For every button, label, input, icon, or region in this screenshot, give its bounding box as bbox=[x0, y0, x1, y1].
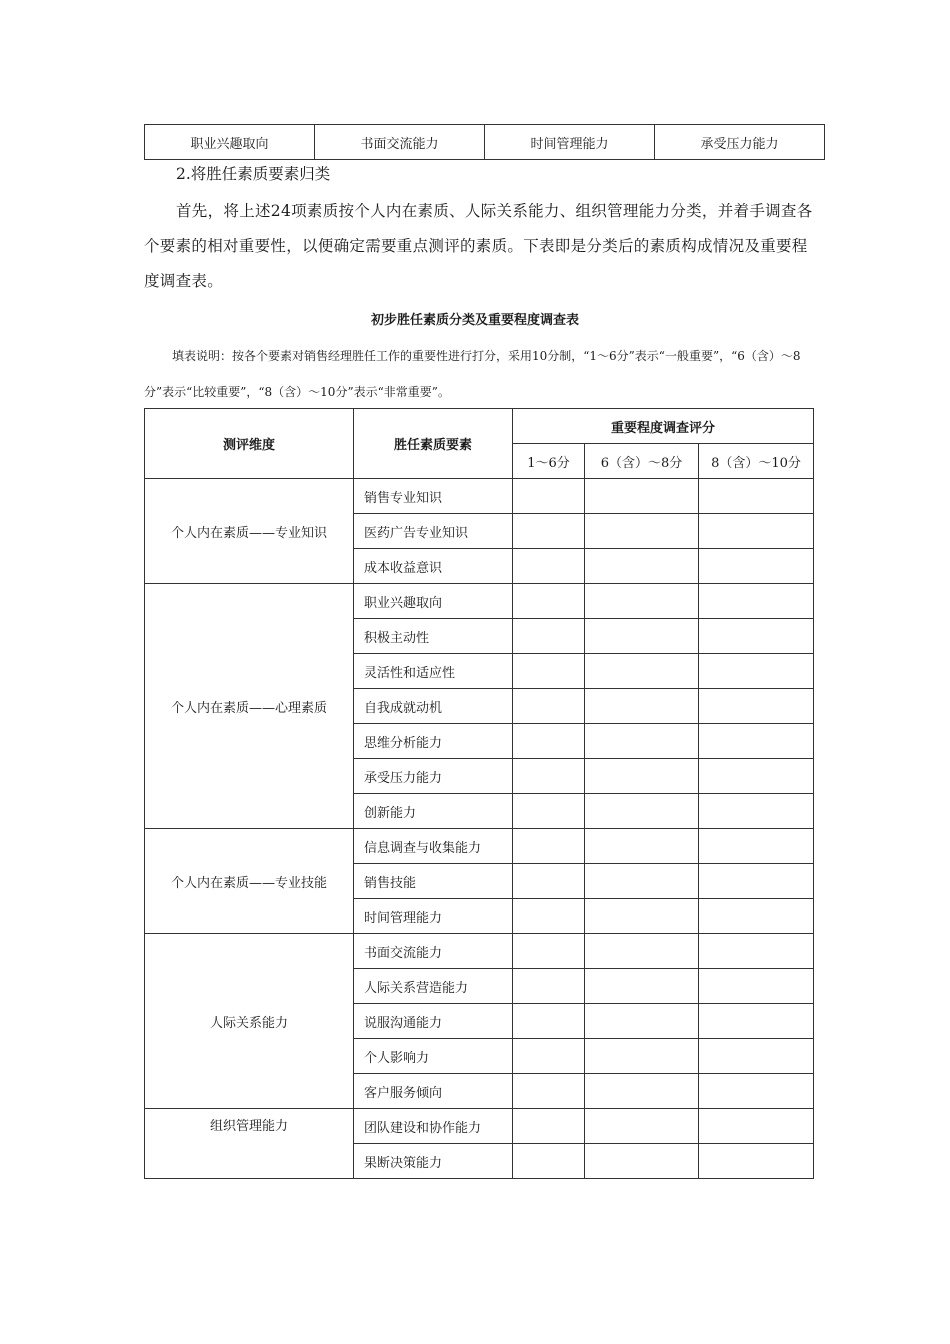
score-input-cell[interactable] bbox=[699, 899, 814, 934]
table-cell: 书面交流能力 bbox=[315, 125, 485, 160]
score-input-cell[interactable] bbox=[513, 829, 585, 864]
score-input-cell[interactable] bbox=[513, 1144, 585, 1179]
score-input-cell[interactable] bbox=[585, 689, 699, 724]
table-row bbox=[145, 829, 814, 864]
top-continuation-table bbox=[144, 124, 825, 160]
table-row bbox=[145, 584, 814, 619]
score-input-cell[interactable] bbox=[699, 549, 814, 584]
table-cell: 职业兴趣取向 bbox=[145, 125, 315, 160]
score-input-cell[interactable] bbox=[699, 1144, 814, 1179]
table-row bbox=[145, 125, 825, 160]
dimension-cell: 个人内在素质——心理素质 bbox=[145, 584, 354, 829]
score-input-cell[interactable] bbox=[699, 654, 814, 689]
score-input-cell[interactable] bbox=[585, 549, 699, 584]
element-cell: 信息调查与收集能力 bbox=[354, 829, 513, 864]
score-input-cell[interactable] bbox=[513, 1004, 585, 1039]
score-input-cell[interactable] bbox=[513, 479, 585, 514]
element-cell: 个人影响力 bbox=[354, 1039, 513, 1074]
score-input-cell[interactable] bbox=[699, 514, 814, 549]
survey-body bbox=[145, 479, 814, 1179]
score-input-cell[interactable] bbox=[585, 1039, 699, 1074]
element-cell: 成本收益意识 bbox=[354, 549, 513, 584]
score-input-cell[interactable] bbox=[699, 1039, 814, 1074]
header-dimension: 测评维度 bbox=[145, 409, 354, 479]
table-cell: 承受压力能力 bbox=[655, 125, 825, 160]
element-cell: 团队建设和协作能力 bbox=[354, 1109, 513, 1144]
survey-table bbox=[144, 408, 814, 1179]
score-input-cell[interactable] bbox=[699, 794, 814, 829]
score-input-cell[interactable] bbox=[585, 1004, 699, 1039]
element-cell: 积极主动性 bbox=[354, 619, 513, 654]
score-input-cell[interactable] bbox=[699, 969, 814, 1004]
dimension-cell: 组织管理能力 bbox=[145, 1109, 354, 1179]
element-cell: 客户服务倾向 bbox=[354, 1074, 513, 1109]
table-title: 初步胜任素质分类及重要程度调查表 bbox=[370, 313, 579, 328]
header-score-col: 8（含）～10分 bbox=[699, 444, 814, 479]
section-heading: 2.将胜任素质要素归类 bbox=[176, 165, 331, 183]
table-row bbox=[145, 1109, 814, 1144]
element-cell: 医药广告专业知识 bbox=[354, 514, 513, 549]
table-row bbox=[145, 934, 814, 969]
score-input-cell[interactable] bbox=[513, 759, 585, 794]
fill-instructions: 填表说明：按各个要素对销售经理胜任工作的重要性进行打分，采用10分制，“1～6分”表示“一般重要”，“6（含）～8分”表示“比较重要”，“8（含）～10分”表示“非常重要”。 bbox=[144, 349, 801, 399]
score-input-cell[interactable] bbox=[513, 514, 585, 549]
score-input-cell[interactable] bbox=[513, 1039, 585, 1074]
score-input-cell[interactable] bbox=[585, 619, 699, 654]
element-cell: 销售技能 bbox=[354, 864, 513, 899]
element-cell: 说服沟通能力 bbox=[354, 1004, 513, 1039]
score-input-cell[interactable] bbox=[513, 934, 585, 969]
score-input-cell[interactable] bbox=[699, 1074, 814, 1109]
score-input-cell[interactable] bbox=[585, 479, 699, 514]
score-input-cell[interactable] bbox=[513, 689, 585, 724]
element-cell: 书面交流能力 bbox=[354, 934, 513, 969]
score-input-cell[interactable] bbox=[585, 514, 699, 549]
score-input-cell[interactable] bbox=[699, 724, 814, 759]
element-cell: 承受压力能力 bbox=[354, 759, 513, 794]
element-cell: 人际关系营造能力 bbox=[354, 969, 513, 1004]
score-input-cell[interactable] bbox=[585, 724, 699, 759]
score-input-cell[interactable] bbox=[585, 584, 699, 619]
score-input-cell[interactable] bbox=[585, 794, 699, 829]
score-input-cell[interactable] bbox=[585, 759, 699, 794]
score-input-cell[interactable] bbox=[513, 724, 585, 759]
score-input-cell[interactable] bbox=[699, 584, 814, 619]
score-input-cell[interactable] bbox=[699, 1109, 814, 1144]
element-cell: 果断决策能力 bbox=[354, 1144, 513, 1179]
element-cell: 创新能力 bbox=[354, 794, 513, 829]
score-input-cell[interactable] bbox=[513, 584, 585, 619]
score-input-cell[interactable] bbox=[513, 794, 585, 829]
score-input-cell[interactable] bbox=[699, 934, 814, 969]
table-cell: 时间管理能力 bbox=[485, 125, 655, 160]
dimension-cell: 个人内在素质——专业知识 bbox=[145, 479, 354, 584]
score-input-cell[interactable] bbox=[699, 864, 814, 899]
score-input-cell[interactable] bbox=[513, 619, 585, 654]
score-input-cell[interactable] bbox=[513, 549, 585, 584]
score-input-cell[interactable] bbox=[513, 1074, 585, 1109]
score-input-cell[interactable] bbox=[585, 829, 699, 864]
score-input-cell[interactable] bbox=[585, 899, 699, 934]
element-cell: 思维分析能力 bbox=[354, 724, 513, 759]
score-input-cell[interactable] bbox=[513, 899, 585, 934]
body-paragraph: 首先，将上述24项素质按个人内在素质、人际关系能力、组织管理能力分类，并着手调查各个要素的相对重要性，以便确定需要重点测评的素质。下表即是分类后的素质构成情况及重要程度调查表。 bbox=[144, 202, 813, 290]
element-cell: 职业兴趣取向 bbox=[354, 584, 513, 619]
header-score-col: 6（含）～8分 bbox=[585, 444, 699, 479]
score-input-cell[interactable] bbox=[699, 689, 814, 724]
score-input-cell[interactable] bbox=[699, 829, 814, 864]
header-score-col: 1～6分 bbox=[513, 444, 585, 479]
score-input-cell[interactable] bbox=[585, 969, 699, 1004]
score-input-cell[interactable] bbox=[585, 654, 699, 689]
score-input-cell[interactable] bbox=[513, 969, 585, 1004]
header-row bbox=[145, 409, 814, 444]
score-input-cell[interactable] bbox=[585, 1074, 699, 1109]
element-cell: 销售专业知识 bbox=[354, 479, 513, 514]
dimension-cell: 个人内在素质——专业技能 bbox=[145, 829, 354, 934]
header-score: 重要程度调查评分 bbox=[513, 409, 814, 444]
score-input-cell[interactable] bbox=[699, 759, 814, 794]
score-input-cell[interactable] bbox=[585, 934, 699, 969]
score-input-cell[interactable] bbox=[585, 864, 699, 899]
element-cell: 自我成就动机 bbox=[354, 689, 513, 724]
table-row bbox=[145, 479, 814, 514]
element-cell: 时间管理能力 bbox=[354, 899, 513, 934]
score-input-cell[interactable] bbox=[699, 619, 814, 654]
score-input-cell[interactable] bbox=[585, 1144, 699, 1179]
score-input-cell[interactable] bbox=[513, 864, 585, 899]
score-input-cell[interactable] bbox=[699, 479, 814, 514]
element-cell: 灵活性和适应性 bbox=[354, 654, 513, 689]
score-input-cell[interactable] bbox=[513, 654, 585, 689]
header-element: 胜任素质要素 bbox=[354, 409, 513, 479]
score-input-cell[interactable] bbox=[513, 1109, 585, 1144]
dimension-cell: 人际关系能力 bbox=[145, 934, 354, 1109]
score-input-cell[interactable] bbox=[585, 1109, 699, 1144]
score-input-cell[interactable] bbox=[699, 1004, 814, 1039]
